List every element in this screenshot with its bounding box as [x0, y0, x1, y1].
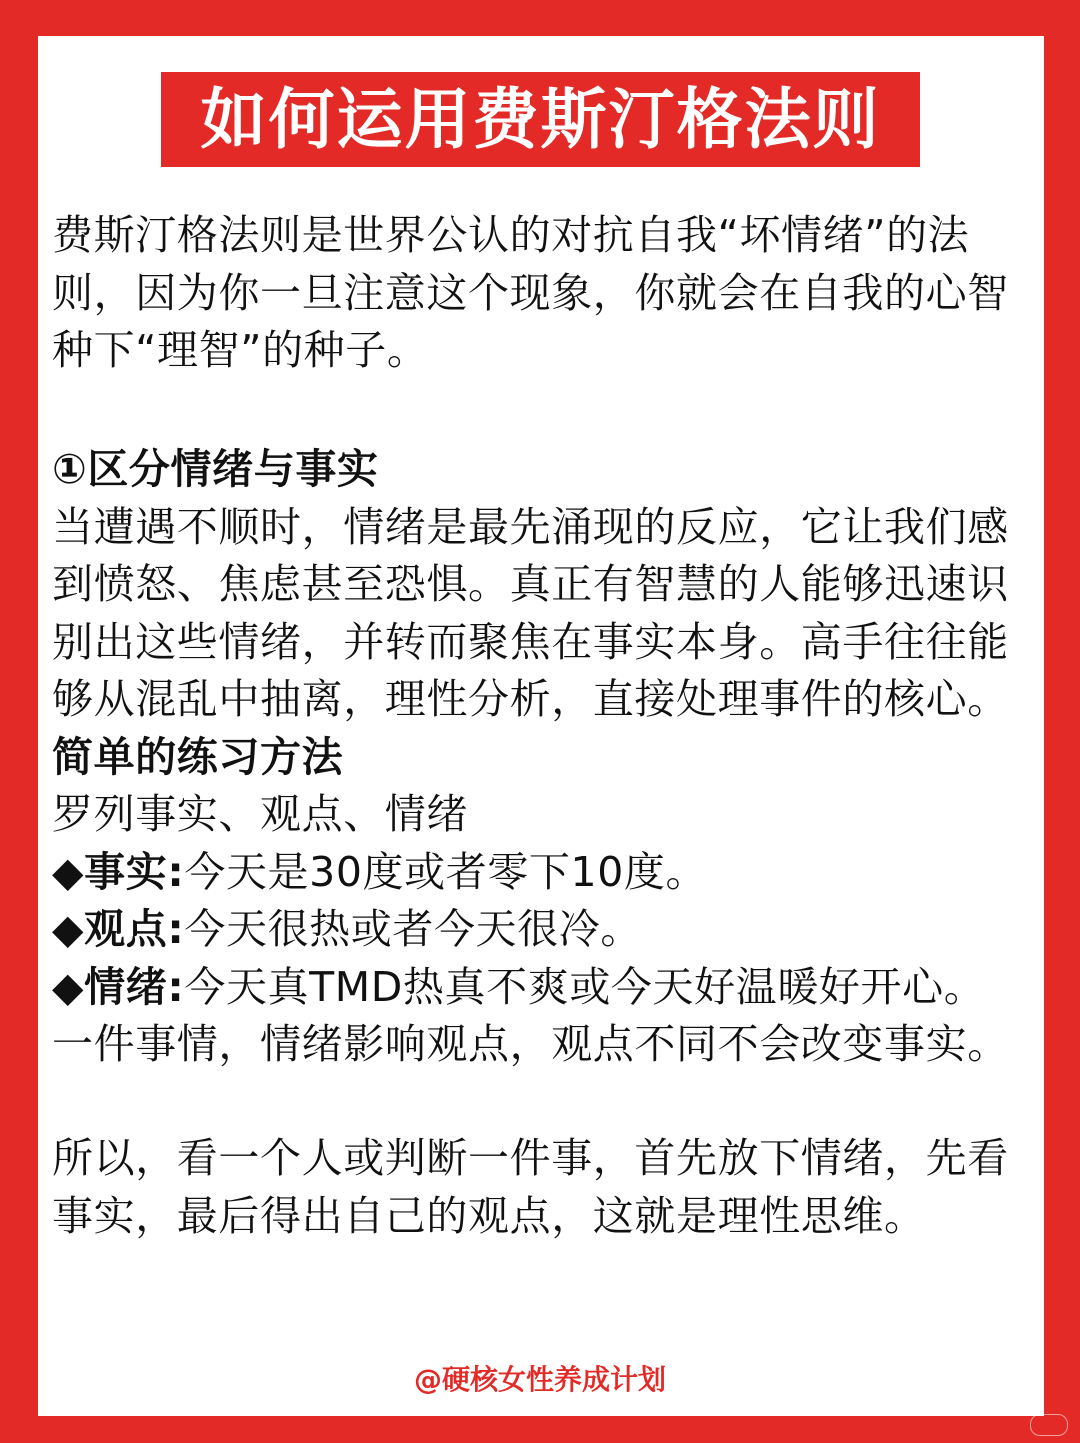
section-heading: ①区分情绪与事实 — [52, 445, 379, 493]
intro-paragraph — [52, 207, 1037, 380]
practice-intro: 罗列事实、观点、情绪 — [52, 790, 468, 838]
bullet-text: 今天很热或者今天很冷。 — [184, 905, 642, 953]
diamond-bullet-icon: ◆ — [52, 847, 85, 896]
diamond-bullet-icon: ◆ — [52, 905, 85, 953]
section-body: 当遭遇不顺时，情绪是最先涌现的反应，它让我们感到愤怒、焦虑甚至恐惧。真正有智慧的人能够迅速识别出这些情绪，并转而聚焦在事实本身。高手往往能够从混乱中抽离，理性分析，直接处理事件的核心。 — [52, 502, 1009, 723]
author-handle: @硬核女性养成计划 — [413, 1363, 666, 1396]
conclusion-text: 所以，看一个人或判断一件事，首先放下情绪，先看事实，最后得出自己的观点，这就是理性思维。 — [52, 1134, 1009, 1240]
intro-text: 费斯汀格法则是世界公认的对抗自我“坏情绪”的法则，因为你一旦注意这个现象，你就会在自我的心智种下“理智”的种子。 — [52, 211, 1009, 374]
bullet-text: 今天是30度或者零下10度。 — [184, 847, 708, 896]
bullet-text: 今天真TMD热真不爽或今天好温暖好开心。 — [184, 962, 986, 1011]
section-summary: 一件事情，情绪影响观点，观点不同不会改变事实。 — [52, 1020, 1009, 1068]
bullet-label: 情绪: — [84, 962, 185, 1011]
platform-watermark — [1030, 1414, 1068, 1436]
bullet-label: 事实: — [84, 847, 185, 896]
section-distinguish-emotion-fact — [52, 441, 1037, 1074]
conclusion-paragraph — [52, 1130, 1037, 1245]
practice-heading: 简单的练习方法 — [52, 732, 344, 781]
diamond-bullet-icon: ◆ — [52, 962, 85, 1011]
bullet-item-emotion — [52, 959, 1037, 1017]
bullet-item-fact — [52, 844, 1037, 902]
bullet-item-opinion — [52, 901, 1037, 959]
page-title: 如何运用费斯汀格法则 — [161, 72, 920, 167]
bullet-label: 观点: — [84, 905, 185, 953]
